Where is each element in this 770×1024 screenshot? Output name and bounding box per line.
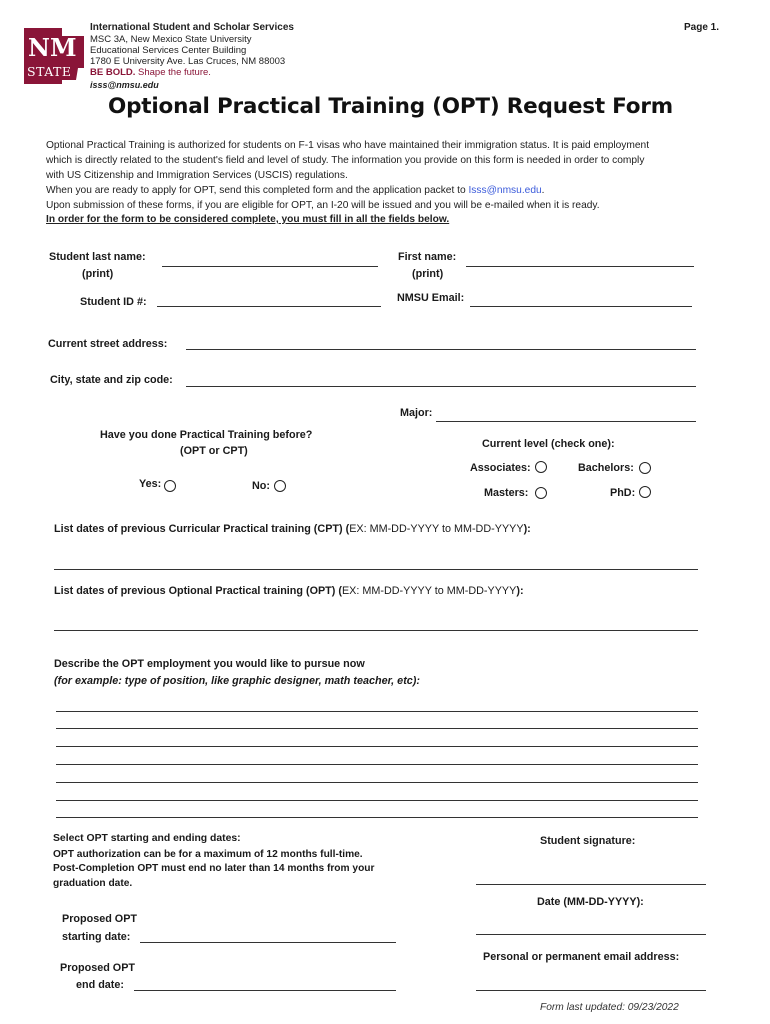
practical-question-sub: (OPT or CPT) [180,445,248,457]
tagline-rest: Shape the future. [138,67,211,78]
intro-line-1: Optional Practical Training is authorized for students on F-1 visas who have maintained their immigration status. It is paid employment [46,140,650,151]
nmsu-email-label: NMSU Email: [397,292,465,304]
employment-heading: Describe the OPT employment you would like to pursue now [54,658,365,670]
student-id-label: Student ID #: [80,296,147,308]
yes-radio[interactable] [164,480,176,492]
personal-email-label: Personal or permanent email address: [483,951,680,963]
intro-line-5: Upon submission of these forms, if you are eligible for OPT, an I-20 will be issued and you will be e-mailed when it is ready. [46,200,600,211]
opt-label [54,585,524,597]
employment-line[interactable] [56,800,698,801]
nm-state-logo-icon [22,22,86,86]
opt-dates-field[interactable] [54,630,698,631]
form-title: Optional Practical Training (OPT) Request Form [108,94,673,119]
cpt-example: EX: MM-DD-YYYY to MM-DD-YYYY [349,523,524,535]
signature-field[interactable] [476,884,706,885]
end-date-field[interactable] [134,990,396,991]
phd-radio[interactable] [639,486,651,498]
intro-line-2: which is directly related to the student's field and level of study. The information you provide on this form is needed in order to comply [46,155,645,166]
intro-line-4-text: When you are ready to apply for OPT, send this completed form and the application packet to [46,185,469,196]
svg-text:STATE: STATE [27,64,72,79]
practical-question: Have you done Practical Training before? [100,429,313,441]
isss-email-link[interactable]: Isss@nmsu.edu [468,185,542,196]
nmsu-logo [22,22,86,86]
cpt-dates-field[interactable] [54,569,698,570]
signature-date-field[interactable] [476,934,706,935]
intro-line-3: with US Citizenship and Immigration Services (USCIS) regulations. [46,170,348,181]
address-line-1: MSC 3A, New Mexico State University [90,34,252,45]
intro-line-4-end: . [541,185,545,196]
form-updated-date: Form last updated: 09/23/2022 [540,1002,679,1013]
tagline-bold: BE BOLD. [90,67,136,78]
tagline [90,67,211,79]
end-date-label-2: end date: [76,979,124,991]
opt-label-text: List dates of previous Optional Practical training (OPT) ( [54,585,342,597]
associates-label: Associates: [470,462,531,474]
last-name-field[interactable] [162,266,378,267]
first-name-print-label: (print) [412,268,444,280]
cpt-label-text: List dates of previous Curricular Practical training (CPT) ( [54,523,350,535]
signature-date-label: Date (MM-DD-YYYY): [537,896,644,908]
masters-label: Masters: [484,487,529,499]
major-label: Major: [400,407,433,419]
org-name: International Student and Scholar Services [90,22,294,33]
bachelors-radio[interactable] [639,462,651,474]
dates-note-1: OPT authorization can be for a maximum of 12 months full-time. [53,849,363,860]
signature-label: Student signature: [540,835,636,847]
employment-line[interactable] [56,817,698,818]
complete-warning: In order for the form to be considered complete, you must fill in all the fields below. [46,214,450,225]
employment-line[interactable] [56,764,698,765]
city-field[interactable] [186,386,696,387]
opt-example: EX: MM-DD-YYYY to MM-DD-YYYY [341,585,517,597]
no-label: No: [252,480,270,492]
last-name-label: Student last name: [49,251,146,263]
header-email: isss@nmsu.edu [90,80,159,90]
dates-heading: Select OPT starting and ending dates: [53,833,241,844]
city-label: City, state and zip code: [50,374,173,386]
employment-line[interactable] [56,746,698,747]
masters-radio[interactable] [535,487,547,499]
employment-line[interactable] [56,782,698,783]
street-field[interactable] [186,349,696,350]
yes-label: Yes: [139,478,162,490]
intro-line-4 [46,184,545,199]
level-heading: Current level (check one): [482,438,615,450]
address-line-3: 1780 E University Ave. Las Cruces, NM 88003 [90,56,286,67]
start-date-label-1: Proposed OPT [62,913,137,925]
major-field[interactable] [436,421,696,422]
end-date-label-1: Proposed OPT [60,962,135,974]
page-number: Page 1. [684,22,720,33]
nmsu-email-field[interactable] [470,306,692,307]
employment-example: (for example: type of position, like graphic designer, math teacher, etc): [54,675,420,687]
dates-note-2: Post-Completion OPT must end no later than 14 months from your [53,863,375,874]
dates-note-3: graduation date. [53,878,133,889]
opt-label-close: ): [516,585,524,597]
svg-text:NM: NM [28,33,77,62]
street-label: Current street address: [48,338,168,350]
cpt-label-close: ): [523,523,531,535]
phd-label: PhD: [610,487,636,499]
student-id-field[interactable] [157,306,381,307]
no-radio[interactable] [274,480,286,492]
associates-radio[interactable] [535,461,547,473]
last-name-print-label: (print) [82,268,114,280]
first-name-label: First name: [398,251,457,263]
start-date-label-2: starting date: [62,931,131,943]
start-date-field[interactable] [140,942,396,943]
employment-line[interactable] [56,728,698,729]
address-line-2: Educational Services Center Building [90,45,247,56]
first-name-field[interactable] [466,266,694,267]
cpt-label [54,523,531,535]
bachelors-label: Bachelors: [578,462,634,474]
personal-email-field[interactable] [476,990,706,991]
employment-line[interactable] [56,711,698,712]
